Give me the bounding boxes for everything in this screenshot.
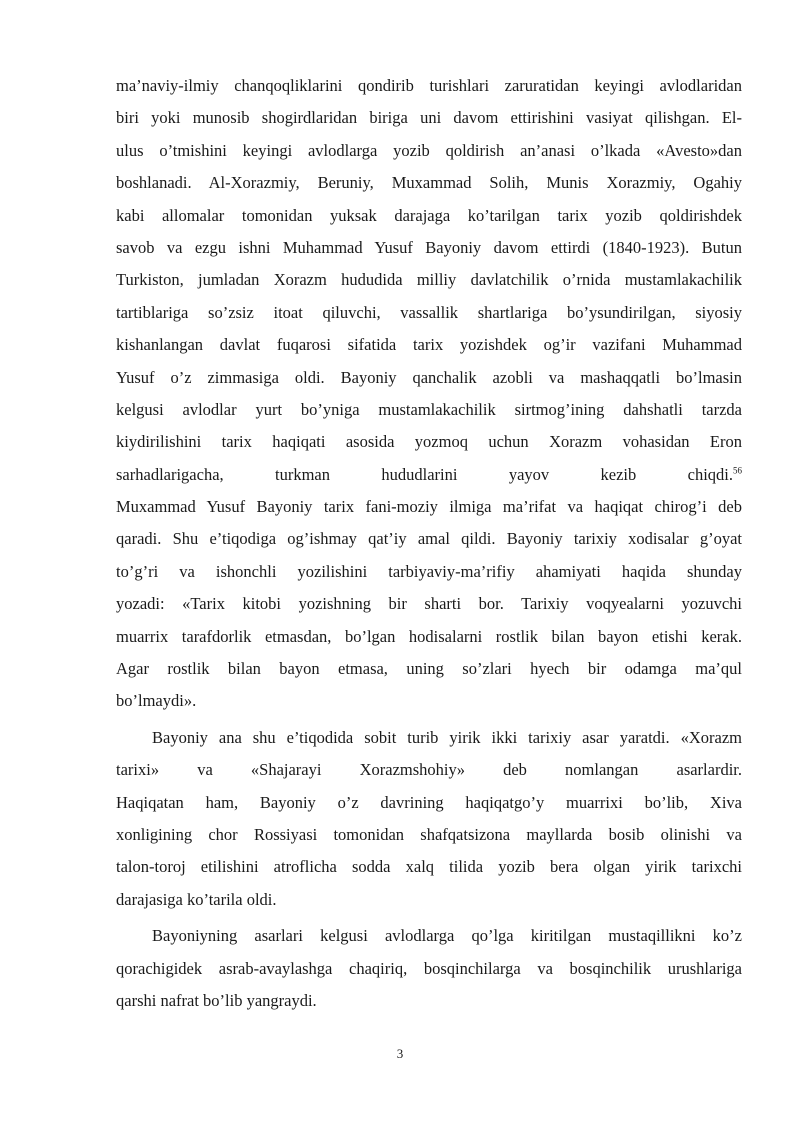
text-line: kishanlangan davlat fuqarosi sifatida tarix yozishdek og’ir vazifani Muhammad — [116, 335, 742, 355]
text-line: kiydirilishini tarix haqiqati asosida yozmoq uchun Xorazm vohasidan Eron — [116, 432, 742, 452]
text-line-with-footnote — [116, 459, 742, 491]
text-line: tartiblariga so’zsiz itoat qiluvchi, vassallik shartlariga bo’ysundirilgan, siyosiy — [116, 302, 742, 322]
text-line: Muxammad Yusuf Bayoniy tarix fani-moziy ilmiga ma’rifat va haqiqat chirog’i deb — [116, 497, 742, 517]
paragraph-3 — [116, 920, 742, 1017]
text-line: darajasiga ko’tarila oldi. — [116, 889, 277, 909]
text-line: to’g’ri va ishonchli yozilishini tarbiyaviy-ma’rifiy ahamiyati haqida shunday — [116, 561, 742, 581]
text-line: biri yoki munosib shogirdlaridan biriga uni davom ettirishini vasiyat qilishgan. El- — [116, 108, 742, 128]
text-line: kelgusi avlodlar yurt bo’yniga mustamlakachilik sirtmog’ining dahshatli tarzda — [116, 399, 742, 419]
text-line: savob va ezgu ishni Muhammad Yusuf Bayoniy davom ettirdi (1840-1923). Butun — [116, 237, 742, 257]
text-line: tarixi» va «Shajarayi Xorazmshohiy» deb nomlangan asarlardir. — [116, 760, 742, 780]
text-line: Yusuf o’z zimmasiga oldi. Bayoniy qanchalik azobli va mashaqqatli bo’lmasin — [116, 367, 742, 387]
footnote-reference[interactable]: 56 — [733, 465, 742, 476]
document-page — [116, 70, 742, 1017]
paragraph-2 — [116, 722, 742, 916]
text-line: talon-toroj etilishini atroflicha sodda xalq tilida yozib bera olgan yirik tarixchi — [116, 857, 742, 877]
text-line: Agar rostlik bilan bayon etmasa, uning so’zlari hyech bir odamga ma’qul — [116, 659, 742, 679]
text-line: boshlanadi. Al-Xorazmiy, Beruniy, Muxammad Solih, Munis Xorazmiy, Ogahiy — [116, 173, 742, 193]
text-line: Turkiston, jumladan Xorazm hududida milliy davlatchilik o’rnida mustamlakachilik — [116, 270, 742, 290]
paragraph-1 — [116, 70, 742, 718]
text-line: bo’lmaydi». — [116, 691, 197, 711]
text-line: Haqiqatan ham, Bayoniy o’z davrining haqiqatgo’y muarrixi bo’lib, Xiva — [116, 792, 742, 812]
text-line: Bayoniyning asarlari kelgusi avlodlarga qo’lga kiritilgan mustaqillikni ko’z — [152, 926, 742, 946]
text-line: ma’naviy-ilmiy chanqoqliklarini qondirib turishlari zaruratidan keyingi avlodlaridan — [116, 76, 742, 95]
text-line: Bayoniy ana shu e’tiqodida sobit turib yirik ikki tarixiy asar yaratdi. «Xorazm — [152, 727, 742, 747]
text-line: yozadi: «Tarix kitobi yozishning bir sharti bor. Tarixiy voqyealarni yozuvchi — [116, 594, 742, 614]
text-line: muarrix tarafdorlik etmasdan, bo’lgan hodisalarni rostlik bilan bayon etishi kerak. — [116, 626, 742, 646]
text-line-content: sarhadlarigacha, turkman hududlarini yayov kezib chiqdi. — [116, 464, 733, 484]
text-line: qaradi. Shu e’tiqodiga og’ishmay qat’iy amal qildi. Bayoniy tarixiy xodisalar g’oyat — [116, 529, 742, 549]
text-line: ulus o’tmishini keyingi avlodlarga yozib qoldirish an’anasi o’lkada «Avesto»dan — [116, 140, 742, 160]
text-line: qorachigidek asrab-avaylashga chaqiriq, bosqinchilarga va bosqinchilik urushlariga — [116, 958, 742, 978]
text-line: qarshi nafrat bo’lib yangraydi. — [116, 990, 317, 1010]
text-line: xonligining chor Rossiyasi tomonidan shafqatsizona mayllarda bosib olinishi va — [116, 824, 742, 844]
text-line: kabi allomalar tomonidan yuksak darajaga ko’tarilgan tarix yozib qoldirishdek — [116, 205, 742, 225]
page-number: 3 — [396, 1046, 404, 1061]
